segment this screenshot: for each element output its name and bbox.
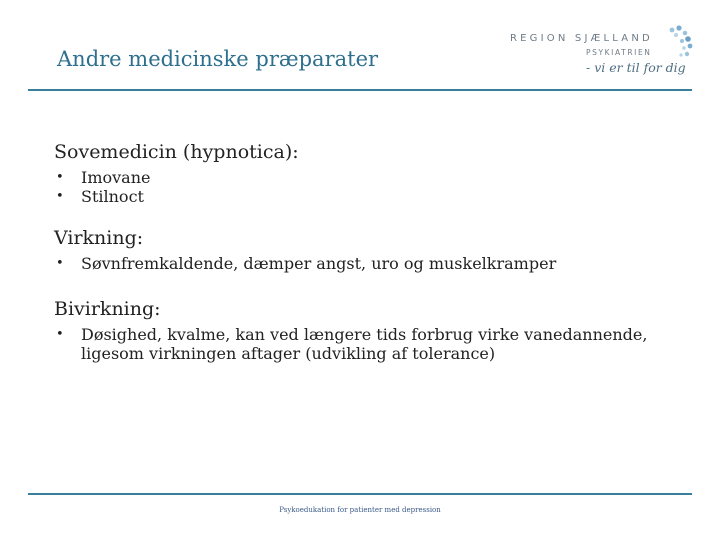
- bullet-icon: •: [56, 327, 64, 342]
- bullet-list: [54, 325, 674, 363]
- section-hypnotica: [54, 140, 674, 206]
- section-bivirkning: [54, 297, 674, 363]
- bullet-icon: •: [56, 189, 64, 204]
- footer-divider: [28, 493, 692, 495]
- list-item: [54, 325, 674, 363]
- section-virkning: [54, 226, 674, 273]
- slide-content: [54, 140, 674, 363]
- list-item-text: Stilnoct: [81, 187, 144, 206]
- region-sjaelland-logo: [500, 22, 700, 90]
- list-item: [54, 168, 674, 187]
- bullet-icon: •: [56, 256, 64, 271]
- logo-psykiatrien-text: PSYKIATRIEN: [586, 48, 652, 57]
- list-item: [54, 187, 674, 206]
- list-item-text: Søvnfremkaldende, dæmper angst, uro og muskelkramper: [81, 254, 557, 273]
- slide-footer: Psykoedukation for patienter med depression: [279, 506, 441, 514]
- section-heading: Bivirkning:: [54, 298, 161, 320]
- section-heading: Sovemedicin (hypnotica):: [54, 141, 299, 163]
- section-heading: Virkning:: [54, 227, 144, 249]
- bullet-icon: •: [56, 170, 64, 185]
- slide-title: Andre medicinske præparater: [57, 47, 379, 71]
- list-item-text: Imovane: [81, 168, 151, 187]
- list-item: [54, 254, 674, 273]
- bullet-list: [54, 254, 674, 273]
- logo-dots-icon: [664, 24, 696, 64]
- logo-region-text: REGION SJÆLLAND: [510, 33, 653, 44]
- logo-tagline: - vi er til for dig: [586, 60, 686, 75]
- bullet-list: [54, 168, 674, 206]
- list-item-text: Døsighed, kvalme, kan ved længere tids forbrug virke vanedannende, ligesom virkningen aftager (udvikling af tolerance): [81, 325, 648, 363]
